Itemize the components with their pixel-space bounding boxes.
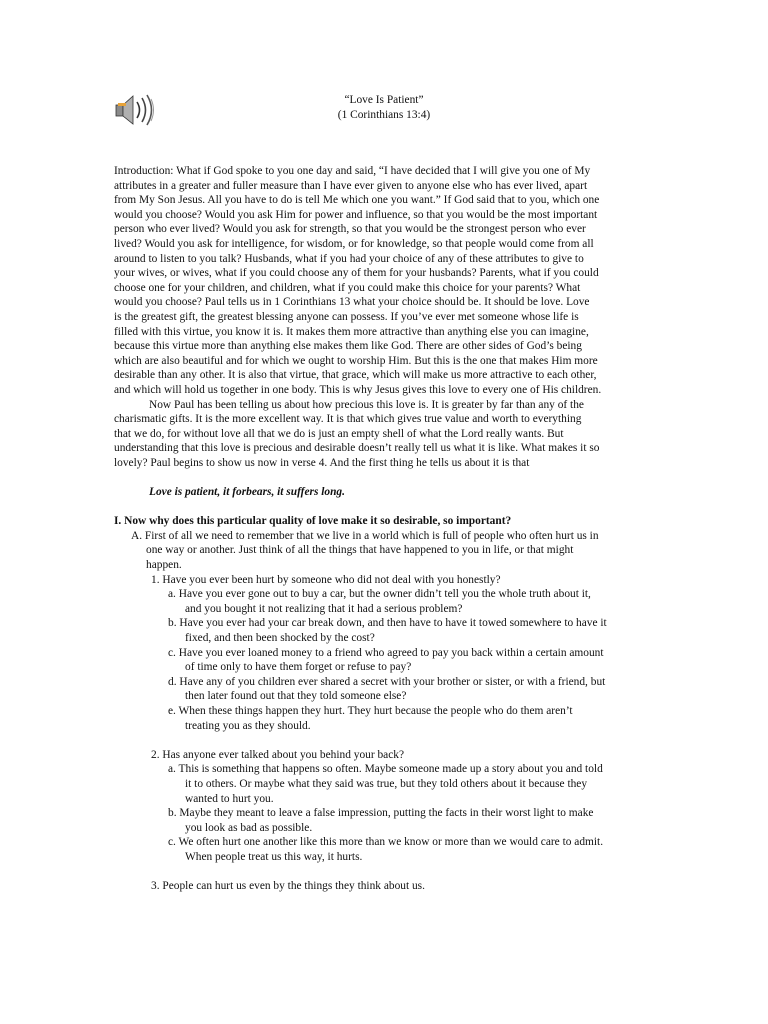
paragraph-line: understanding that this love is precious and desirable doesn’t really tell us what it is like. What makes it so	[114, 442, 600, 455]
key-verse: Love is patient, it forbears, it suffers long.	[149, 486, 345, 499]
point-2-heading: 2. Has anyone ever talked about you behind your back?	[151, 748, 405, 761]
scripture-reference: (1 Corinthians 13:4)	[337, 108, 431, 121]
introduction-line: person who ever lived? Would you ask for strength, so that you would be the strongest person who ever	[114, 223, 586, 236]
list-item-continuation: it to others. Or maybe what they said was true, but they told others about it because they	[185, 777, 588, 790]
list-item: b. Maybe they meant to leave a false impression, putting the facts in their worst light to make	[168, 807, 594, 820]
introduction-line: because this virtue more than anything else makes them like God. There are other sides of God’s being	[114, 340, 582, 353]
introduction-paragraph	[114, 164, 664, 398]
introduction-line: filled with this virtue, you know it is. It makes them more attractive than anything else you can imagine,	[114, 325, 589, 338]
list-item: b. Have you ever had your car break down, and then have to have it towed somewhere to have it	[168, 617, 607, 630]
introduction-line: would you choose? Paul tells us in 1 Corinthians 13 what your choice should be. It should be love. Love	[114, 296, 590, 309]
list-item: c. We often hurt one another like this more than we know or more than we would care to admit.	[168, 836, 604, 849]
document-body	[114, 164, 664, 894]
paragraph-line: charismatic gifts. It is the more excellent way. It is that which gives true value and worth to everything	[114, 413, 582, 426]
point-1-list	[114, 587, 664, 733]
document-title: “Love Is Patient”	[344, 94, 424, 106]
point-A-line: happen.	[146, 559, 182, 572]
point-A-line: one way or another. Just think of all the things that have happened to you in life, or that might	[146, 544, 574, 557]
introduction-line: around to listen to you talk? Husbands, what if you had your choice of any of these attributes to give to	[114, 252, 584, 265]
list-item: a. This is something that happens so often. Maybe someone made up a story about you and told	[168, 763, 603, 776]
list-item-continuation: then later found out that they told someone else?	[185, 690, 407, 703]
list-item-continuation: fixed, and then been shocked by the cost?	[185, 632, 375, 644]
list-item-continuation: treating you as they should.	[185, 719, 311, 732]
introduction-line: would you choose? Would you ask Him for power and influence, so that you would be the most important	[114, 208, 598, 221]
introduction-line: Introduction: What if God spoke to you one day and said, “I have decided that I will give you one of My	[114, 165, 591, 177]
list-item-continuation: you look as bad as possible.	[185, 821, 313, 834]
title-block	[0, 93, 768, 122]
point-3-heading: 3. People can hurt us even by the things they think about us.	[151, 880, 425, 893]
introduction-line: desirable than any other. It is also that virtue, that grace, which will make us more attractive to each other,	[114, 369, 597, 382]
introduction-line: attributes in a greater and fuller measure than I have ever given to anyone else who has ever lived, apart	[114, 179, 588, 192]
introduction-line: is the greatest gift, the greatest blessing anyone can possess. If you’ve ever met someone whose life is	[114, 310, 579, 323]
list-item-continuation: When people treat us this way, it hurts.	[185, 850, 363, 863]
introduction-line: from My Son Jesus. All you have to do is tell Me which one you want.” If God said that to you, which one	[114, 194, 600, 207]
point-A-line: A. First of all we need to remember that we live in a world which is full of people who often hurt us in	[131, 529, 599, 542]
introduction-line: and which will hold us together in one body. This is why Jesus gives this love to every one of His children.	[114, 383, 602, 396]
point-A	[114, 529, 664, 573]
list-item-continuation: wanted to hurt you.	[185, 792, 274, 805]
paragraph-line: Now Paul has been telling us about how precious this love is. It is greater by far than any of the	[149, 398, 584, 411]
second-paragraph	[114, 398, 664, 471]
point-1-heading: 1. Have you ever been hurt by someone who did not deal with you honestly?	[151, 573, 501, 586]
list-item: e. When these things happen they hurt. They hurt because the people who do them aren’t	[168, 704, 573, 717]
paragraph-line: lovely? Paul begins to show us now in verse 4. And the first thing he tells us about it is that	[114, 456, 530, 469]
list-item: d. Have any of you children ever shared a secret with your brother or sister, or with a friend, but	[168, 675, 606, 688]
list-item-continuation: of time only to have them forget or refuse to pay?	[185, 661, 412, 674]
introduction-line: your wives, or wives, what if you could choose any of them for your husbands? Parents, what if you could	[114, 267, 599, 280]
list-item-continuation: and you bought it not realizing that it had a serious problem?	[185, 602, 463, 615]
list-item: c. Have you ever loaned money to a friend who agreed to pay you back within a certain amount	[168, 646, 604, 659]
introduction-line: which are also beautiful and for which we ought to worship Him. But this is the one that makes Him more	[114, 354, 598, 367]
list-item: a. Have you ever gone out to buy a car, but the owner didn’t tell you the whole truth about it,	[168, 588, 591, 601]
introduction-line: lived? Would you ask for intelligence, for wisdom, or for knowledge, so that people would come from all	[114, 237, 594, 250]
section-heading-I: I. Now why does this particular quality of love make it so desirable, so important?	[114, 515, 512, 528]
introduction-line: choose one for your children, and children, what if you could make this choice for your parents? What	[114, 281, 581, 294]
paragraph-line: that we do, for without love all that we do is just an empty shell of what the Lord really wants. But	[114, 427, 564, 440]
point-2-list	[114, 762, 664, 864]
